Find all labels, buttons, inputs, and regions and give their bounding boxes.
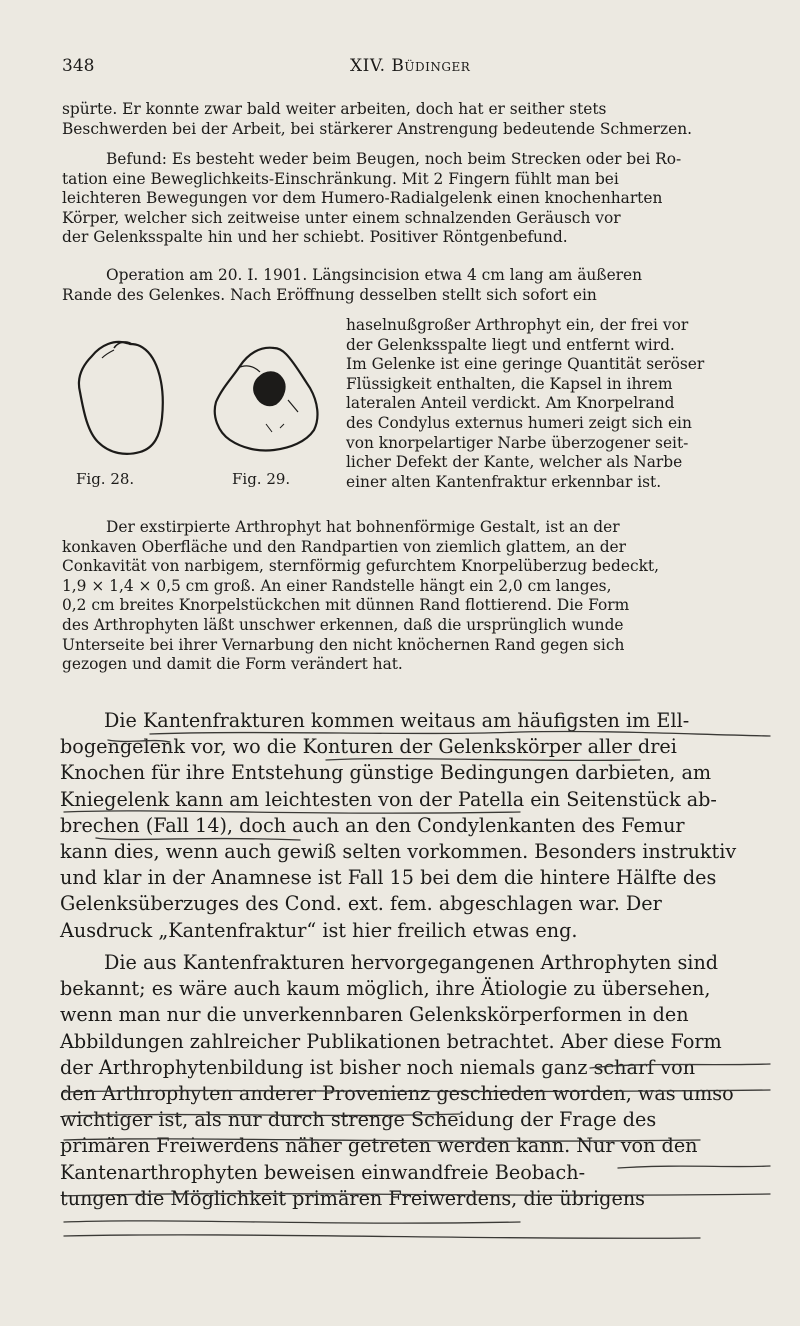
text-line: einer alten Kantenfraktur erkennbar ist. (346, 472, 662, 491)
text-line: Gelenksüberzuges des Cond. ext. fem. abgeschlagen war. Der (60, 892, 662, 916)
text-line: bogengelenk vor, wo die Konturen der Gelenkskörper aller drei (60, 735, 677, 759)
text-line: Abbildungen zahlreicher Publikationen betrachtet. Aber diese Form (60, 1029, 722, 1053)
text-line: tungen die Möglichkeit primären Freiwerdens, die übrigens (60, 1186, 646, 1210)
text-line: Befund: Es besteht weder beim Beugen, noch beim Strecken oder bei Ro- (106, 150, 682, 168)
text-line: der Arthrophytenbildung ist bisher noch niemals ganz scharf von (60, 1055, 696, 1079)
text-line: des Condylus externus humeri zeigt sich ein (346, 413, 692, 432)
text-line: Conkavität von narbigem, sternförmig gefurchtem Knorpelüberzug bedeckt, (62, 557, 659, 576)
paragraph-befund (62, 150, 776, 248)
text-line: Die aus Kantenfrakturen hervorgegangenen Arthrophyten sind (104, 951, 719, 974)
text-line: von knorpelartiger Narbe überzogener seit- (346, 433, 689, 452)
text-line: den Arthrophyten anderer Provenienz geschieden worden, was umso (60, 1082, 734, 1106)
text-line: leichteren Bewegungen vor dem Humero-Radialgelenk einen knochenharten (62, 189, 663, 208)
text-line: 0,2 cm breites Knorpelstückchen mit dünnen Rand flottierend. Die Form (62, 596, 630, 615)
text-line: Kniegelenk kann am leichtesten von der Patella ein Seitenstück ab- (60, 787, 717, 811)
text-line: bekannt; es wäre auch kaum möglich, ihre Ätiologie zu übersehen, (60, 977, 711, 1001)
text-line: Knochen für ihre Entstehung günstige Bedingungen darbieten, am (60, 761, 712, 785)
text-line: Der exstirpierte Arthrophyt hat bohnenförmige Gestalt, ist an der (106, 518, 620, 536)
text-line: Rande des Gelenkes. Nach Eröffnung desselben stellt sich sofort ein (62, 285, 597, 304)
text-line: Ausdruck „Kantenfraktur“ ist hier freilich etwas eng. (60, 918, 578, 942)
text-line: konkaven Oberfläche und den Randpartien von ziemlich glattem, an der (62, 537, 627, 556)
figure-group (62, 332, 342, 500)
text-line: Im Gelenke ist eine geringe Quantität seröser (346, 355, 705, 374)
figures-drawing (62, 332, 342, 482)
running-header (62, 56, 740, 82)
text-line: Körper, welcher sich zeitweise unter einem schnalzenden Geräusch vor (62, 208, 621, 227)
text-line: haselnußgroßer Arthrophyt ein, der frei vor (346, 316, 689, 334)
text-line: der Gelenksspalte liegt und entfernt wird. (346, 335, 675, 354)
page-number: 348 (62, 56, 95, 76)
text-line: Unterseite bei ihrer Vernarbung den nicht knöchernen Rand gegen sich (62, 635, 625, 654)
text-line: lateralen Anteil verdickt. Am Knorpelrand (346, 394, 675, 413)
fig-29-drawing (215, 348, 318, 451)
text-line: brechen (Fall 14), doch auch an den Condylenkanten des Femur (60, 813, 685, 837)
text-line: spürte. Er konnte zwar bald weiter arbeiten, doch hat er seither stets (62, 100, 607, 118)
text-line: und klar in der Anamnese ist Fall 15 bei dem die hintere Hälfte des (60, 866, 717, 890)
text-line: 1,9 × 1,4 × 0,5 cm groß. An einer Randstelle hängt ein 2,0 cm langes, (62, 576, 612, 595)
text-line: Operation am 20. I. 1901. Längsincision etwa 4 cm lang am äußeren (106, 266, 643, 284)
fig-29-caption: Fig. 29. (232, 470, 291, 488)
text-line: wenn man nur die unverkennbaren Gelenkskörperformen in den (60, 1003, 689, 1027)
fig-28-drawing (79, 342, 163, 454)
text-line: Die Kantenfrakturen kommen weitaus am häufigsten im Ell- (104, 709, 690, 732)
paragraph-kantenfrakturen (60, 708, 770, 944)
text-line: wichtiger ist, als nur durch strenge Scheidung der Frage des (60, 1108, 657, 1132)
figure-wrap-text (346, 316, 776, 492)
text-line: des Arthrophyten läßt unschwer erkennen, daß die ursprünglich wunde (62, 615, 624, 634)
fig-28-caption: Fig. 28. (76, 470, 135, 488)
text-line: licher Defekt der Kante, welcher als Narbe (346, 453, 683, 472)
text-line: tation eine Beweglichkeits-Einschränkung. Mit 2 Fingern fühlt man bei (62, 169, 619, 188)
text-line: Flüssigkeit enthalten, die Kapsel in ihrem (346, 374, 673, 393)
text-line: Beschwerden bei der Arbeit, bei stärkerer Anstrengung bedeutende Schmerzen. (62, 119, 693, 138)
running-title: XIV. Büdinger (350, 56, 471, 76)
text-line: primären Freiwerdens näher getreten werden kann. Nur von den (60, 1134, 698, 1158)
paragraph-top (62, 100, 776, 139)
paragraph-exstirpiert (62, 518, 776, 675)
paragraph-operation (62, 266, 776, 305)
text-line: gezogen und damit die Form verändert hat. (62, 655, 403, 674)
text-line: kann dies, wenn auch gewiß selten vorkommen. Besonders instruktiv (60, 840, 737, 864)
paragraph-arthrophyten (60, 950, 770, 1212)
text-line: Kantenarthrophyten beweisen einwandfreie Beobach- (60, 1160, 586, 1184)
text-line: der Gelenksspalte hin und her schiebt. Positiver Röntgenbefund. (62, 228, 568, 247)
